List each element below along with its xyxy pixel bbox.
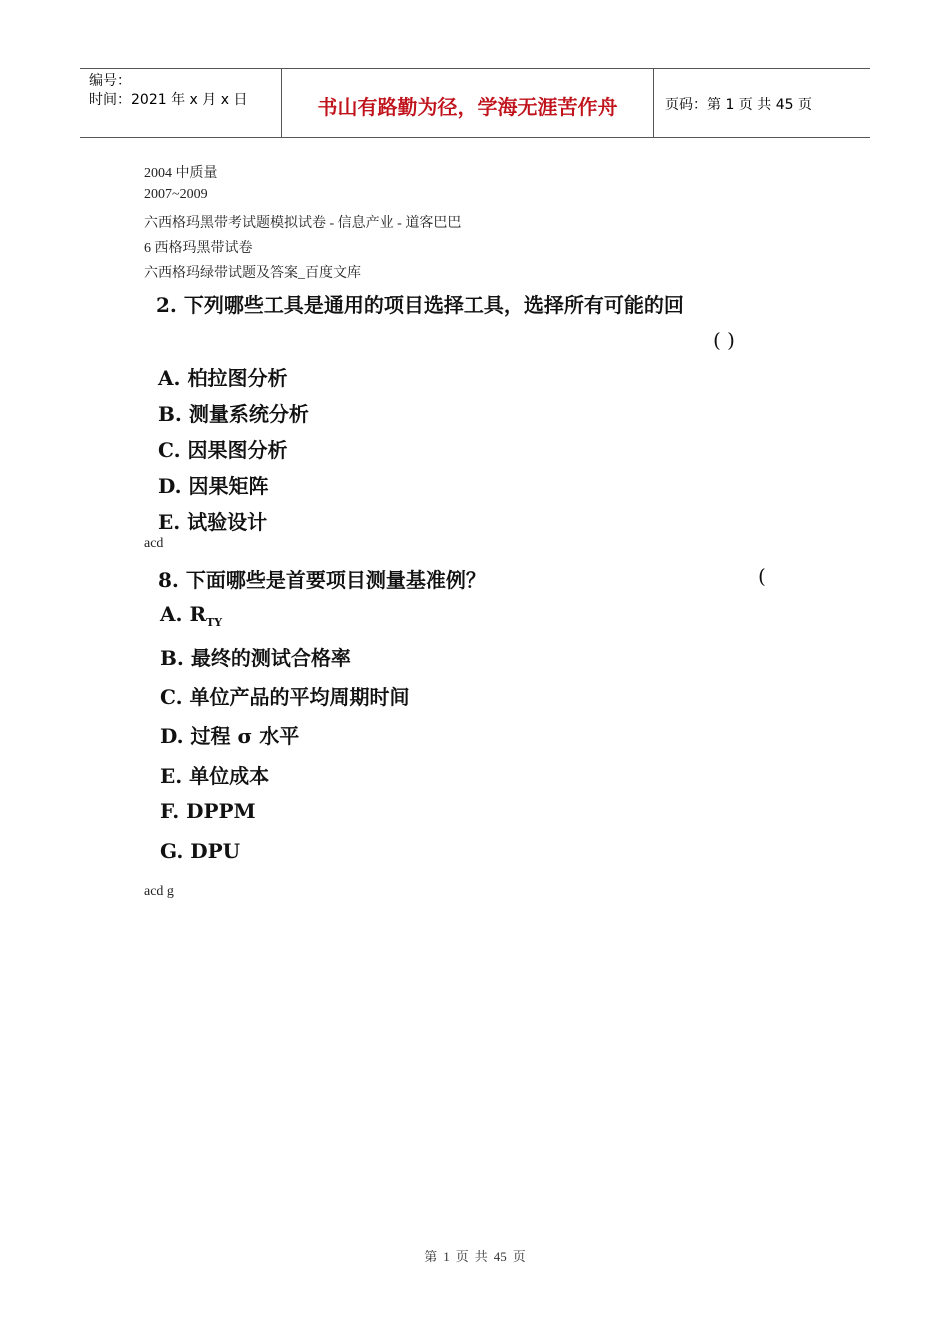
question-8-title: 8. 下面哪些是首要项目测量基准例？	[158, 568, 486, 592]
question-8-option-e: E. 单位成本	[160, 764, 270, 788]
time-label: 时间：2021 年 x 月 x 日	[89, 92, 248, 108]
motto-text: 书山有路勤为径，学海无涯苦作舟	[317, 95, 618, 119]
footer-ye: 页	[512, 1249, 526, 1264]
question-2-answer: acd	[144, 536, 164, 551]
question-8-option-a	[160, 602, 222, 629]
header-motto-cell	[282, 69, 654, 137]
question-2-title: 2. 下列哪些工具是通用的项目选择工具，选择所有可能的回	[156, 293, 684, 317]
question-2-option-a: A. 柏拉图分析	[158, 366, 288, 390]
footer-di: 第	[424, 1249, 438, 1264]
reference-line: 2004 中质量	[144, 166, 218, 181]
page-header	[80, 68, 870, 138]
reference-line: 2007~2009	[144, 187, 208, 202]
option-a-subscript: TY	[206, 616, 223, 629]
header-meta-cell	[80, 69, 282, 137]
reference-line: 六西格玛绿带试题及答案_百度文库	[144, 266, 361, 281]
reference-line: 6 西格玛黑带试卷	[144, 241, 253, 256]
serial-label: 编号：	[89, 73, 131, 89]
footer-ye: 页	[455, 1249, 469, 1264]
question-8-option-b: B. 最终的测试合格率	[160, 646, 351, 670]
footer-page-number: 1	[443, 1249, 450, 1264]
question-8-answer: acd g	[144, 884, 174, 899]
question-2-answer-blank: ( )	[713, 328, 735, 352]
page-footer	[0, 1246, 950, 1265]
reference-line: 六西格玛黑带考试题模拟试卷 - 信息产业 - 道客巴巴	[144, 216, 462, 231]
question-8-option-c: C. 单位产品的平均周期时间	[160, 685, 410, 709]
question-8-answer-blank: (	[758, 564, 766, 588]
question-8-option-f: F. DPPM	[160, 799, 256, 823]
question-2-option-b: B. 测量系统分析	[158, 402, 309, 426]
question-8-option-d: D. 过程 σ 水平	[160, 724, 300, 748]
page-info: 页码：第 1 页 共 45 页	[665, 97, 812, 113]
question-2-option-d: D. 因果矩阵	[158, 474, 269, 498]
option-a-text: A. R	[160, 602, 207, 626]
footer-total-pages: 45	[493, 1249, 507, 1264]
header-page-cell	[655, 69, 870, 137]
question-2-option-e: E. 试验设计	[158, 510, 268, 534]
question-8-option-g: G. DPU	[160, 839, 241, 863]
footer-gong: 共	[474, 1249, 488, 1264]
question-2-option-c: C. 因果图分析	[158, 438, 288, 462]
